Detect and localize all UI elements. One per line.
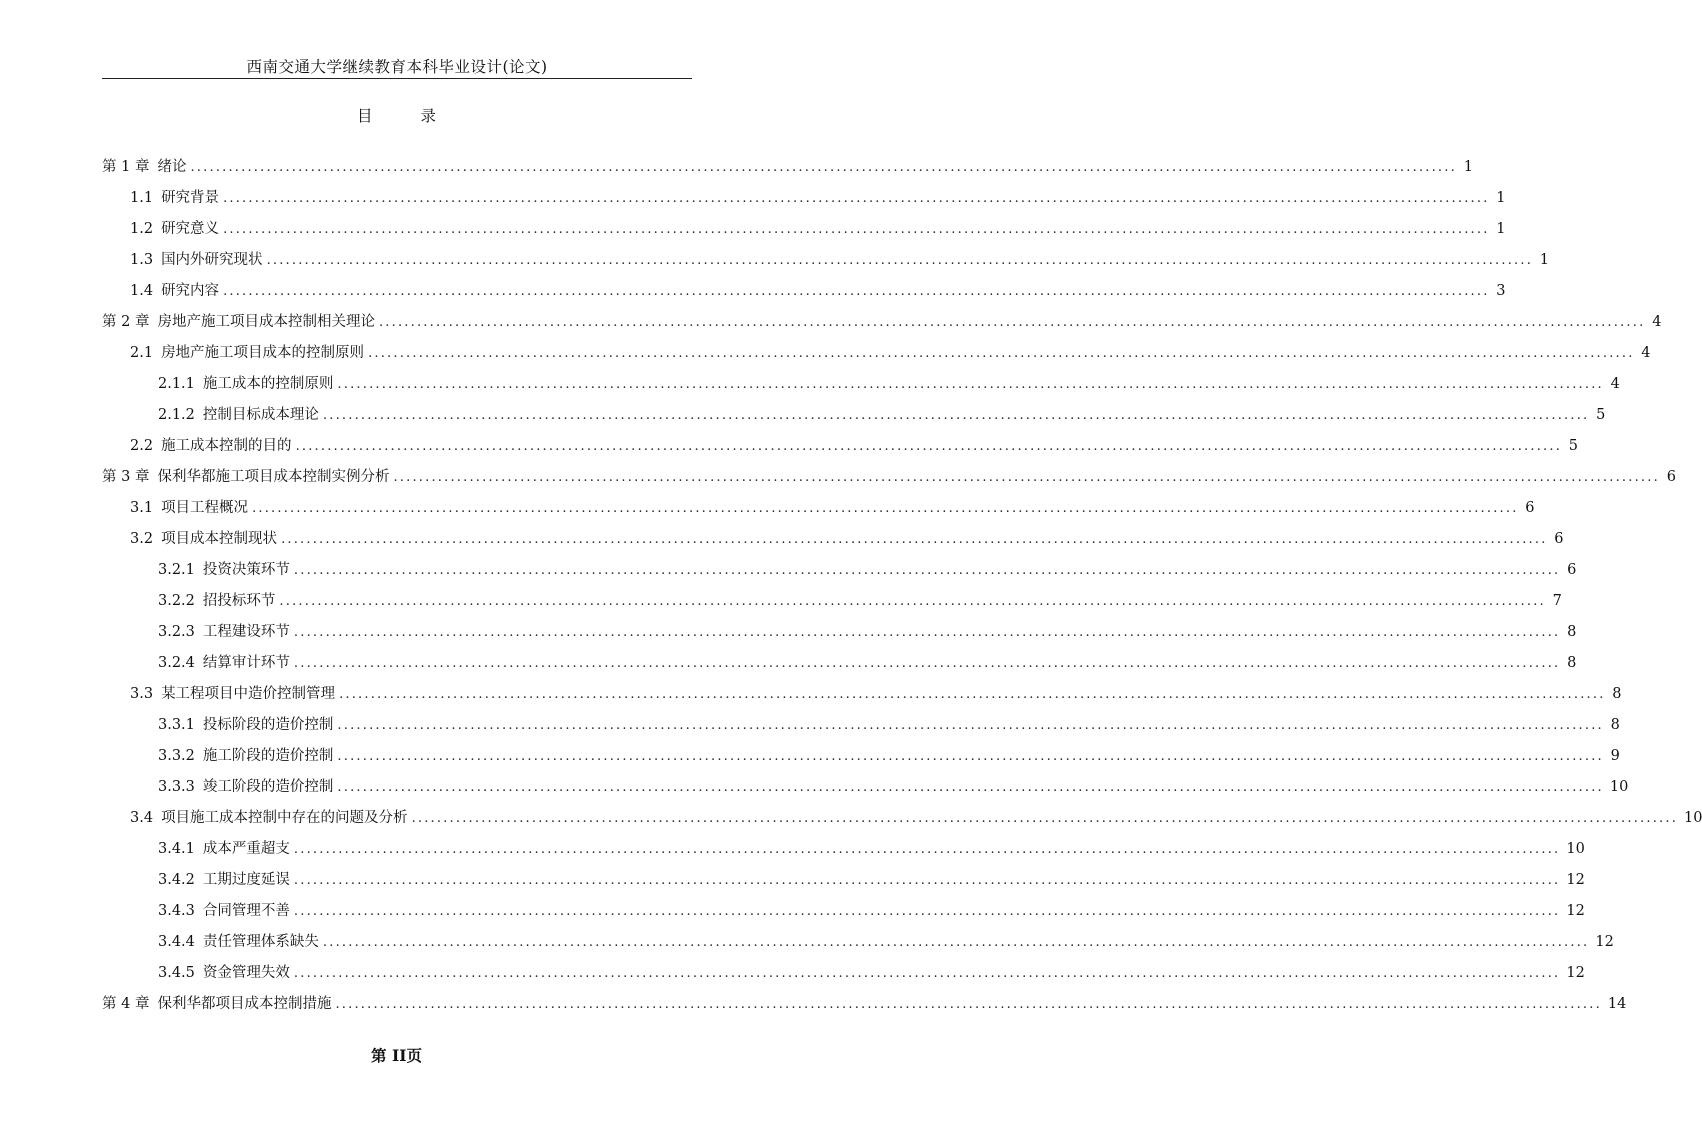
toc-entry-page: 10 — [1566, 841, 1585, 857]
toc-entry-page: 4 — [1652, 314, 1662, 330]
toc-dot-leader: ........................................................................................................................................................................................................ — [411, 811, 1679, 826]
toc-entry-number: 2.1.2 — [158, 407, 195, 423]
toc-entry-number: 第 2 章 — [102, 314, 150, 330]
toc-entry-title: 研究意义 — [161, 221, 220, 237]
toc-entry-page: 6 — [1554, 531, 1564, 547]
toc-entry-title: 某工程项目中造价控制管理 — [161, 686, 336, 702]
toc-entry[interactable] — [102, 867, 1585, 898]
toc-entry[interactable] — [102, 836, 1585, 867]
toc-entry[interactable] — [102, 495, 1535, 526]
toc-entry-title: 国内外研究现状 — [161, 252, 263, 268]
toc-entry-number: 3.4.3 — [158, 903, 195, 919]
toc-entry-page: 12 — [1566, 965, 1585, 981]
toc-entry-title: 结算审计环节 — [202, 655, 290, 671]
toc-entry-number: 3.4 — [130, 810, 154, 826]
toc-dot-leader: ........................................................................................................................................................................................................ — [335, 997, 1602, 1012]
toc-entry[interactable] — [102, 774, 1629, 805]
toc-entry-title: 保利华都施工项目成本控制实例分析 — [157, 469, 390, 485]
toc-entry-page: 4 — [1610, 376, 1620, 392]
toc-entry-page: 10 — [1684, 810, 1702, 826]
toc-entry-page: 12 — [1566, 903, 1585, 919]
toc-dot-leader: ........................................................................................................................................................................................................ — [337, 377, 1604, 392]
toc-entry-page: 6 — [1666, 469, 1676, 485]
toc-dot-leader: ........................................................................................................................................................................................................ — [337, 718, 1604, 733]
toc-dot-leader: ........................................................................................................................................................................................................ — [190, 160, 1457, 175]
toc-entry-page: 14 — [1607, 996, 1627, 1012]
toc-entry-number: 3.4.2 — [158, 872, 195, 888]
toc-entry-title: 施工成本的控制原则 — [202, 376, 334, 392]
toc-entry-number: 1.4 — [130, 283, 154, 299]
toc-dot-leader: ........................................................................................................................................................................................................ — [322, 408, 1590, 423]
toc-entry-title: 绪论 — [157, 159, 187, 175]
toc-dot-leader: ........................................................................................................................................................................................................ — [223, 222, 1490, 237]
toc-entry-title: 资金管理失效 — [202, 965, 290, 981]
toc-dot-leader: ........................................................................................................................................................................................................ — [368, 346, 1635, 361]
toc-entry-title: 项目施工成本控制中存在的问题及分析 — [161, 810, 408, 826]
toc-entry[interactable] — [102, 340, 1651, 371]
toc-entry[interactable] — [102, 309, 1662, 340]
toc-entry-page: 8 — [1612, 686, 1622, 702]
toc-entry-title: 工期过度延误 — [202, 872, 290, 888]
toc-entry-number: 1.1 — [130, 190, 154, 206]
toc-entry-title: 合同管理不善 — [202, 903, 290, 919]
toc-entry-number: 3.1 — [130, 500, 154, 516]
toc-dot-leader: ........................................................................................................................................................................................................ — [293, 656, 1561, 671]
toc-entry-title: 控制目标成本理论 — [202, 407, 319, 423]
toc-entry-number: 3.4.4 — [158, 934, 195, 950]
toc-entry[interactable] — [102, 960, 1585, 991]
toc-dot-leader: ........................................................................................................................................................................................................ — [281, 532, 1548, 547]
toc-entry-number: 第 3 章 — [102, 469, 150, 485]
toc-entry[interactable] — [102, 526, 1564, 557]
toc-entry-title: 投资决策环节 — [202, 562, 290, 578]
toc-entry-page: 6 — [1525, 500, 1535, 516]
toc-entry-number: 3.4.5 — [158, 965, 195, 981]
toc-entry-title: 项目工程概况 — [161, 500, 249, 516]
toc-title-left: 目 — [356, 107, 373, 125]
toc-entry[interactable] — [102, 898, 1585, 929]
toc-entry[interactable] — [102, 650, 1577, 681]
toc-entry-number: 3.3 — [130, 686, 154, 702]
toc-entry-number: 2.1.1 — [158, 376, 195, 392]
toc-entry-page: 3 — [1496, 283, 1506, 299]
toc-entry-title: 研究背景 — [161, 190, 220, 206]
toc-dot-leader: ........................................................................................................................................................................................................ — [293, 625, 1561, 640]
toc-entry[interactable] — [102, 464, 1676, 495]
toc-entry[interactable] — [102, 371, 1620, 402]
toc-entry-page: 1 — [1496, 190, 1506, 206]
toc-entry-page: 12 — [1566, 872, 1585, 888]
toc-entry-page: 6 — [1567, 562, 1577, 578]
toc-entry[interactable] — [102, 433, 1579, 464]
toc-entry-number: 3.2 — [130, 531, 154, 547]
toc-dot-leader: ........................................................................................................................................................................................................ — [337, 749, 1604, 764]
toc-entry-number: 2.2 — [130, 438, 154, 454]
page-number-footer: 第 II页 — [371, 1046, 422, 1065]
toc-entry-title: 项目成本控制现状 — [161, 531, 278, 547]
toc-dot-leader: ........................................................................................................................................................................................................ — [293, 873, 1561, 888]
toc-entry-title: 工程建设环节 — [202, 624, 290, 640]
toc-entry-page: 1 — [1496, 221, 1506, 237]
toc-entry-page: 9 — [1610, 748, 1620, 764]
toc-entry-page: 8 — [1567, 655, 1577, 671]
toc-entry[interactable] — [102, 402, 1606, 433]
toc-entry[interactable] — [102, 681, 1622, 712]
toc-entry[interactable] — [102, 929, 1614, 960]
toc-dot-leader: ........................................................................................................................................................................................................ — [223, 191, 1490, 206]
toc-entry[interactable] — [102, 588, 1562, 619]
toc-dot-leader: ........................................................................................................................................................................................................ — [266, 253, 1534, 268]
toc-entry-title: 房地产施工项目成本的控制原则 — [161, 345, 365, 361]
toc-entry-page: 1 — [1463, 159, 1473, 175]
toc-entry[interactable] — [102, 743, 1620, 774]
toc-entry-title: 房地产施工项目成本控制相关理论 — [157, 314, 375, 330]
toc-entry[interactable] — [102, 154, 1473, 185]
toc-dot-leader: ........................................................................................................................................................................................................ — [295, 439, 1563, 454]
toc-title — [0, 104, 793, 126]
toc-entry-page: 8 — [1610, 717, 1620, 733]
toc-entry[interactable] — [102, 805, 1702, 836]
toc-entry-title: 责任管理体系缺失 — [202, 934, 319, 950]
toc-dot-leader: ........................................................................................................................................................................................................ — [393, 470, 1660, 485]
running-header: 西南交通大学继续教育本科毕业设计(论文) — [246, 58, 548, 76]
toc-entry-number: 第 1 章 — [102, 159, 150, 175]
toc-entry-page: 5 — [1596, 407, 1606, 423]
toc-entry[interactable] — [102, 619, 1577, 650]
toc-dot-leader: ........................................................................................................................................................................................................ — [339, 687, 1606, 702]
toc-entry-page: 8 — [1567, 624, 1577, 640]
toc-entry[interactable] — [102, 557, 1577, 588]
toc-entry-number: 3.2.2 — [158, 593, 195, 609]
toc-entry-title: 研究内容 — [161, 283, 220, 299]
toc-entry-number: 1.3 — [130, 252, 154, 268]
toc-entry[interactable] — [102, 278, 1506, 309]
toc-dot-leader: ........................................................................................................................................................................................................ — [293, 904, 1561, 919]
toc-entry[interactable] — [102, 185, 1506, 216]
toc-dot-leader: ........................................................................................................................................................................................................ — [293, 842, 1561, 857]
toc-entry-number: 3.3.3 — [158, 779, 195, 795]
toc-entry-number: 3.3.2 — [158, 748, 195, 764]
toc-dot-leader: ........................................................................................................................................................................................................ — [322, 935, 1590, 950]
toc-entry[interactable] — [102, 712, 1620, 743]
toc-entry-page: 4 — [1641, 345, 1651, 361]
toc-entry-title: 保利华都项目成本控制措施 — [157, 996, 332, 1012]
toc-dot-leader: ........................................................................................................................................................................................................ — [293, 966, 1561, 981]
toc-entry[interactable] — [102, 247, 1550, 278]
toc-dot-leader: ........................................................................................................................................................................................................ — [223, 284, 1490, 299]
toc-entry-title: 投标阶段的造价控制 — [202, 717, 334, 733]
toc-dot-leader: ........................................................................................................................................................................................................ — [337, 780, 1604, 795]
toc-entry-page: 1 — [1539, 252, 1550, 268]
toc-dot-leader: ........................................................................................................................................................................................................ — [279, 594, 1546, 609]
toc-entry-page: 10 — [1609, 779, 1629, 795]
toc-entry-number: 3.2.3 — [158, 624, 195, 640]
toc-title-right: 录 — [420, 107, 437, 125]
toc-entry[interactable] — [102, 216, 1506, 247]
toc-entry-number: 3.2.4 — [158, 655, 195, 671]
toc-dot-leader: ........................................................................................................................................................................................................ — [252, 501, 1519, 516]
toc-entry-number: 第 4 章 — [102, 996, 150, 1012]
toc-dot-leader: ........................................................................................................................................................................................................ — [293, 563, 1561, 578]
toc-entry-number: 3.4.1 — [158, 841, 195, 857]
toc-entry-number: 2.1 — [130, 345, 154, 361]
toc-entry-page: 12 — [1595, 934, 1614, 950]
header-rule — [102, 78, 692, 79]
toc-entry-number: 3.2.1 — [158, 562, 195, 578]
toc-entry-number: 3.3.1 — [158, 717, 195, 733]
toc-entry-title: 施工成本控制的目的 — [161, 438, 292, 454]
table-of-contents — [102, 154, 1702, 1022]
toc-dot-leader: ........................................................................................................................................................................................................ — [378, 315, 1646, 330]
toc-entry[interactable] — [102, 991, 1627, 1022]
toc-entry-title: 招投标环节 — [202, 593, 276, 609]
toc-entry-title: 竣工阶段的造价控制 — [202, 779, 334, 795]
toc-entry-title: 成本严重超支 — [202, 841, 290, 857]
toc-entry-page: 5 — [1568, 438, 1579, 454]
toc-entry-title: 施工阶段的造价控制 — [202, 748, 334, 764]
toc-entry-page: 7 — [1552, 593, 1562, 609]
toc-entry-number: 1.2 — [130, 221, 154, 237]
